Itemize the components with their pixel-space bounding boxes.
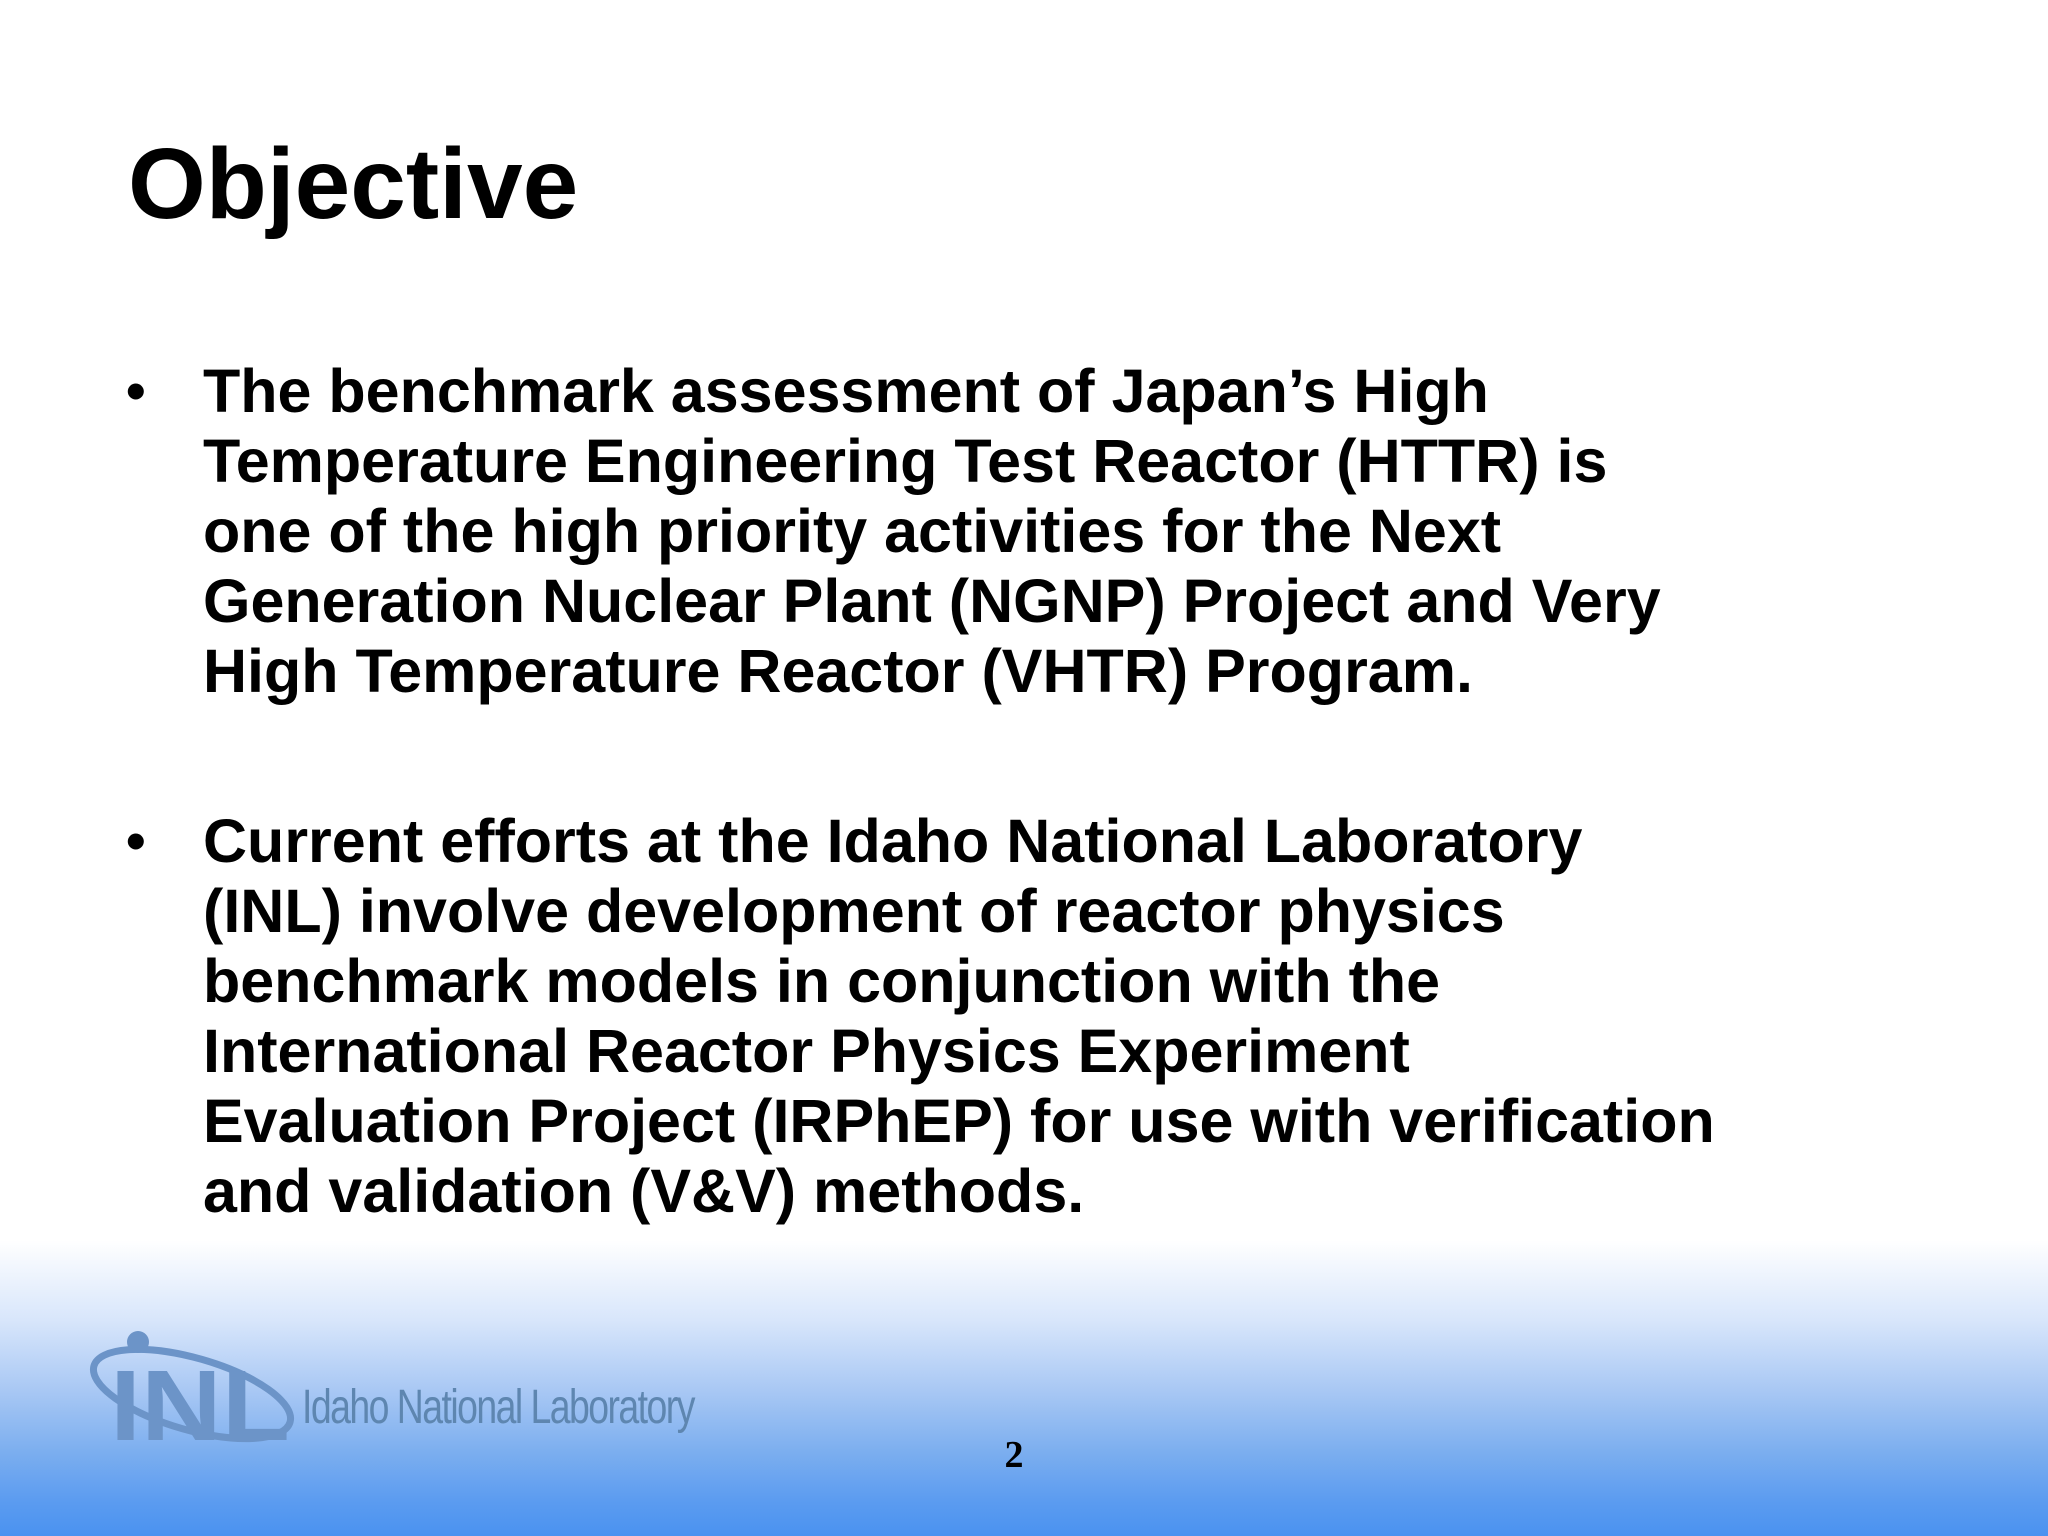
bullet-marker: • (126, 359, 146, 422)
bullet-text: The benchmark assessment of Japan’s High Temperature Engineering Test Reactor (HTTR) is one of the high priority activities for the Next Generation Nuclear Plant (NGNP) Project and Very High Temperature Reactor (VHTR) Program. (203, 357, 1661, 705)
bullet-text: Current efforts at the Idaho National Laboratory (INL) involve development of reactor physics benchmark models in conjunction with the International Reactor Physics Experiment Evaluation Project (IRPhEP) for use with verification and validation (V&V) methods. (203, 807, 1715, 1225)
inl-logo (80, 1328, 700, 1458)
bullet-marker: • (126, 809, 146, 872)
logo-mark-text: INL (110, 1350, 290, 1458)
slide-title: Objective (128, 128, 579, 240)
page-number: 2 (1004, 1434, 1024, 1476)
inl-atom-logo-icon (80, 1328, 310, 1458)
logo-wordmark: Idaho National Laboratory (302, 1381, 694, 1434)
